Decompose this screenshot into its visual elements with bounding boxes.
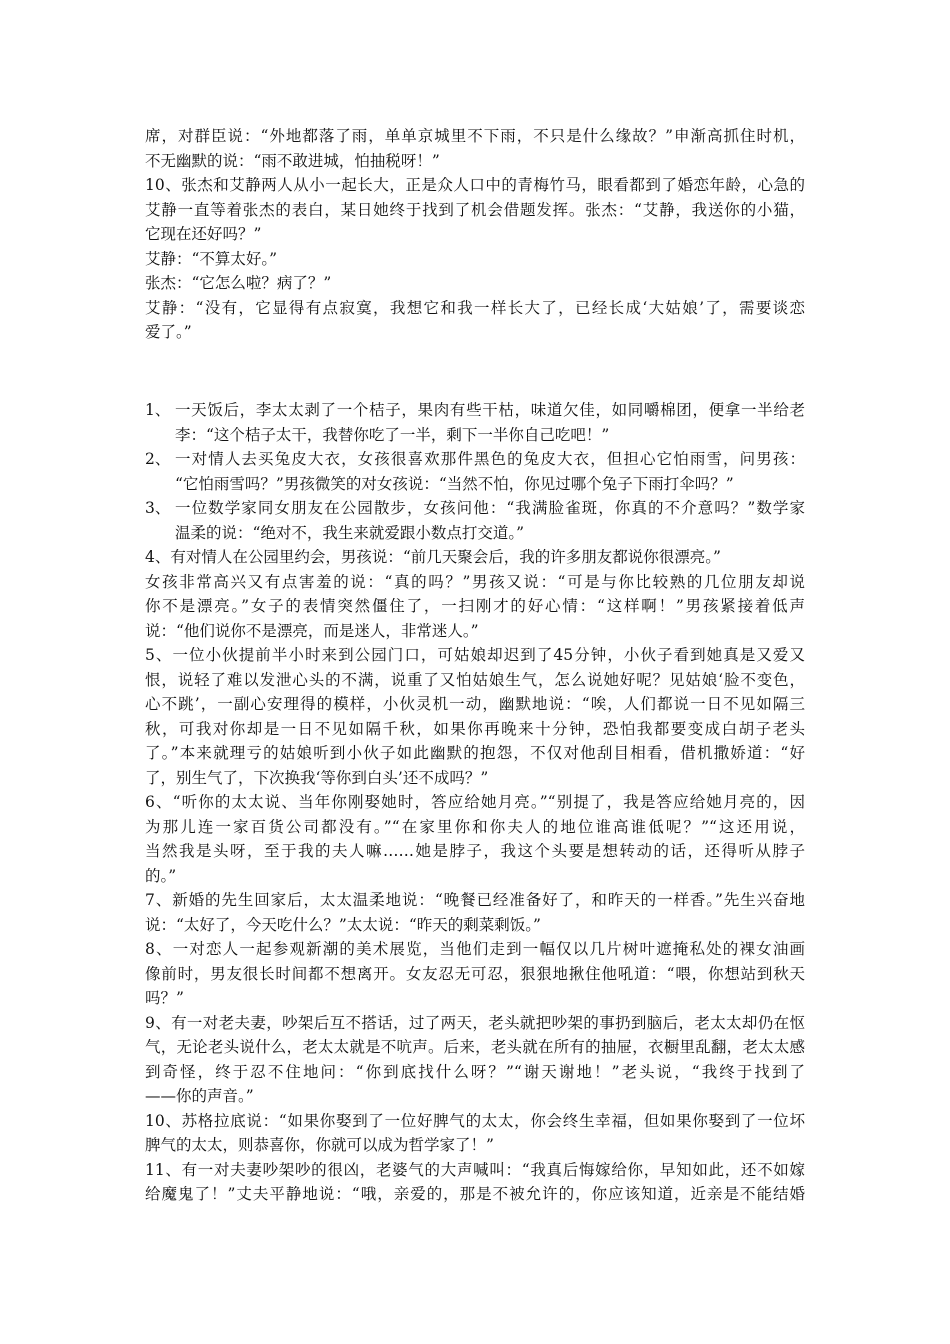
text-line: 女孩非常高兴又有点害羞的说：“真的吗？”男孩又说：“可是与你比较熟的几位朋友却说 xyxy=(145,572,805,591)
list-number: 2、 xyxy=(145,450,171,468)
text-line: 艾静：“不算太好。” xyxy=(145,249,278,268)
list-number: 1、 xyxy=(145,401,171,419)
text-line: 恨，说轻了难以发泄心头的不满，说重了又怕姑娘生气，怎么说她好呢？见姑娘‘脸不变色， xyxy=(145,670,805,689)
text-line: 李：“这个桔子太干，我替你吃了一半，剩下一半你自己吃吧！” xyxy=(175,425,610,444)
text-line: 像前时，男友很长时间都不想离开。女友忍无可忍，狠狠地揪住他吼道：“喂，你想站到秋天 xyxy=(145,964,805,983)
text-line: 8、一对恋人一起参观新潮的美术展览，当他们走到一幅仅以几片树叶遮掩私处的裸女油画 xyxy=(145,940,805,958)
text-line: 艾静一直等着张杰的表白，某日她终于找到了机会借题发挥。张杰：“艾静，我送你的小猫， xyxy=(145,200,805,219)
list-item xyxy=(145,398,805,447)
text-line: 说：“太好了，今天吃什么？”太太说：“昨天的剩菜剩饭。” xyxy=(145,915,541,934)
text-line: 给魔鬼了！”丈夫平静地说：“哦，亲爱的，那是不被允许的，你应该知道，近亲是不能结婚 xyxy=(145,1185,805,1203)
text-line: 说：“他们说你不是漂亮，而是迷人，非常迷人。” xyxy=(145,621,479,640)
text-line: 到奇怪，终于忍不住地问：“你到底找什么呀？”“谢天谢地！”老头说，“我终于找到了 xyxy=(145,1062,805,1081)
text-line: 它现在还好吗？” xyxy=(145,225,262,243)
list-item xyxy=(145,496,805,545)
list-item xyxy=(145,447,805,496)
text-line: 6、“听你的太太说、当年你刚娶她时，答应给她月亮。”“别提了，我是答应给她月亮的，因 xyxy=(145,793,805,811)
text-line: 席，对群臣说：“外地都落了雨，单单京城里不下雨，不只是什么缘故？”申渐高抓住时机， xyxy=(145,127,805,145)
text-line: 不无幽默的说：“雨不敢进城，怕抽税呀！” xyxy=(145,151,440,170)
text-line: 为那儿连一家百货公司都没有。”“在家里你和你夫人的地位谁高谁低呢？”“这还用说， xyxy=(145,817,805,836)
text-line: 你不是漂亮。”女子的表情突然僵住了，一扫刚才的好心情：“这样啊！”男孩紧接着低声 xyxy=(145,597,805,615)
text-line: 吗？” xyxy=(145,989,184,1007)
text-line: ——你的声音。” xyxy=(145,1087,254,1105)
text-line: 5、一位小伙提前半小时来到公园门口，可姑娘却迟到了45分钟，小伙子看到她真是又爱又 xyxy=(145,646,805,664)
text-line: 9、有一对老夫妻，吵架后互不搭话，过了两天，老头就把吵架的事扔到脑后，老太太却仍在怄 xyxy=(145,1013,805,1032)
text-line: 10、苏格拉底说：“如果你娶到了一位好脾气的太太，你会终生幸福，但如果你娶到了一位坏 xyxy=(145,1111,805,1130)
text-line: 的。” xyxy=(145,866,177,885)
text-line: 气，无论老头说什么，老太太就是不吭声。后来，老头就在所有的抽屉，衣橱里乱翻，老太太感 xyxy=(145,1038,805,1056)
text-line: 10、张杰和艾静两人从小一起长大，正是众人口中的青梅竹马，眼看都到了婚恋年龄，心急的 xyxy=(145,176,805,194)
text-line: 爱了。” xyxy=(145,323,192,341)
text-line: 了，别生气了，下次换我‘等你到白头’还不成吗？” xyxy=(145,768,489,787)
text-line: 脾气的太太，则恭喜你，你就可以成为哲学家了！” xyxy=(145,1136,494,1154)
text-line: 一天饭后，李太太剥了一个桔子，果肉有些干枯，味道欠佳，如同嚼棉团，便拿一半给老 xyxy=(175,401,805,419)
list-number: 3、 xyxy=(145,499,171,517)
text-line: 艾静：“没有，它显得有点寂寞，我想它和我一样长大了，已经长成‘大姑娘’了，需要谈恋 xyxy=(145,298,805,317)
text-line: “它怕雨雪吗？”男孩微笑的对女孩说：“当然不怕，你见过哪个兔子下雨打伞吗？” xyxy=(175,474,734,493)
text-line: 4、有对情人在公园里约会，男孩说：“前几天聚会后，我的许多朋友都说你很漂亮。” xyxy=(145,548,721,566)
text-line: 11、有一对夫妻吵架吵的很凶，老婆气的大声喊叫：“我真后悔嫁给你，早知如此，还不如嫁 xyxy=(145,1160,805,1179)
text-line: 温柔的说：“绝对不，我生来就爱跟小数点打交道。” xyxy=(175,523,525,542)
text-line: 张杰：“它怎么啦？病了？” xyxy=(145,274,332,292)
section-a xyxy=(145,124,805,345)
text-line: 秋，可我对你却是一日不见如隔千秋，如果你再晚来十分钟，恐怕我都要变成白胡子老头 xyxy=(145,719,805,738)
section-b xyxy=(145,398,805,1207)
text-line: 当然我是头呀，至于我的夫人嘛……她是脖子，我这个头要是想转动的话，还得听从脖子 xyxy=(145,842,805,860)
text-line: 心不跳’，一副心安理得的模样，小伙灵机一动，幽默地说：“唉，人们都说一日不见如隔三 xyxy=(145,695,805,713)
text-line: 一位数学家同女朋友在公园散步，女孩问他：“我满脸雀斑，你真的不介意吗？”数学家 xyxy=(175,499,805,517)
text-line: 了。”本来就理亏的姑娘听到小伙子如此幽默的抱怨，不仅对他刮目相看，借机撒娇道：“好 xyxy=(145,744,805,762)
text-line: 一对情人去买兔皮大衣，女孩很喜欢那件黑色的兔皮大衣，但担心它怕雨雪，问男孩： xyxy=(175,450,805,468)
text-line: 7、新婚的先生回家后，太太温柔地说：“晚餐已经准备好了，和昨天的一样香。”先生兴奋地 xyxy=(145,891,805,909)
